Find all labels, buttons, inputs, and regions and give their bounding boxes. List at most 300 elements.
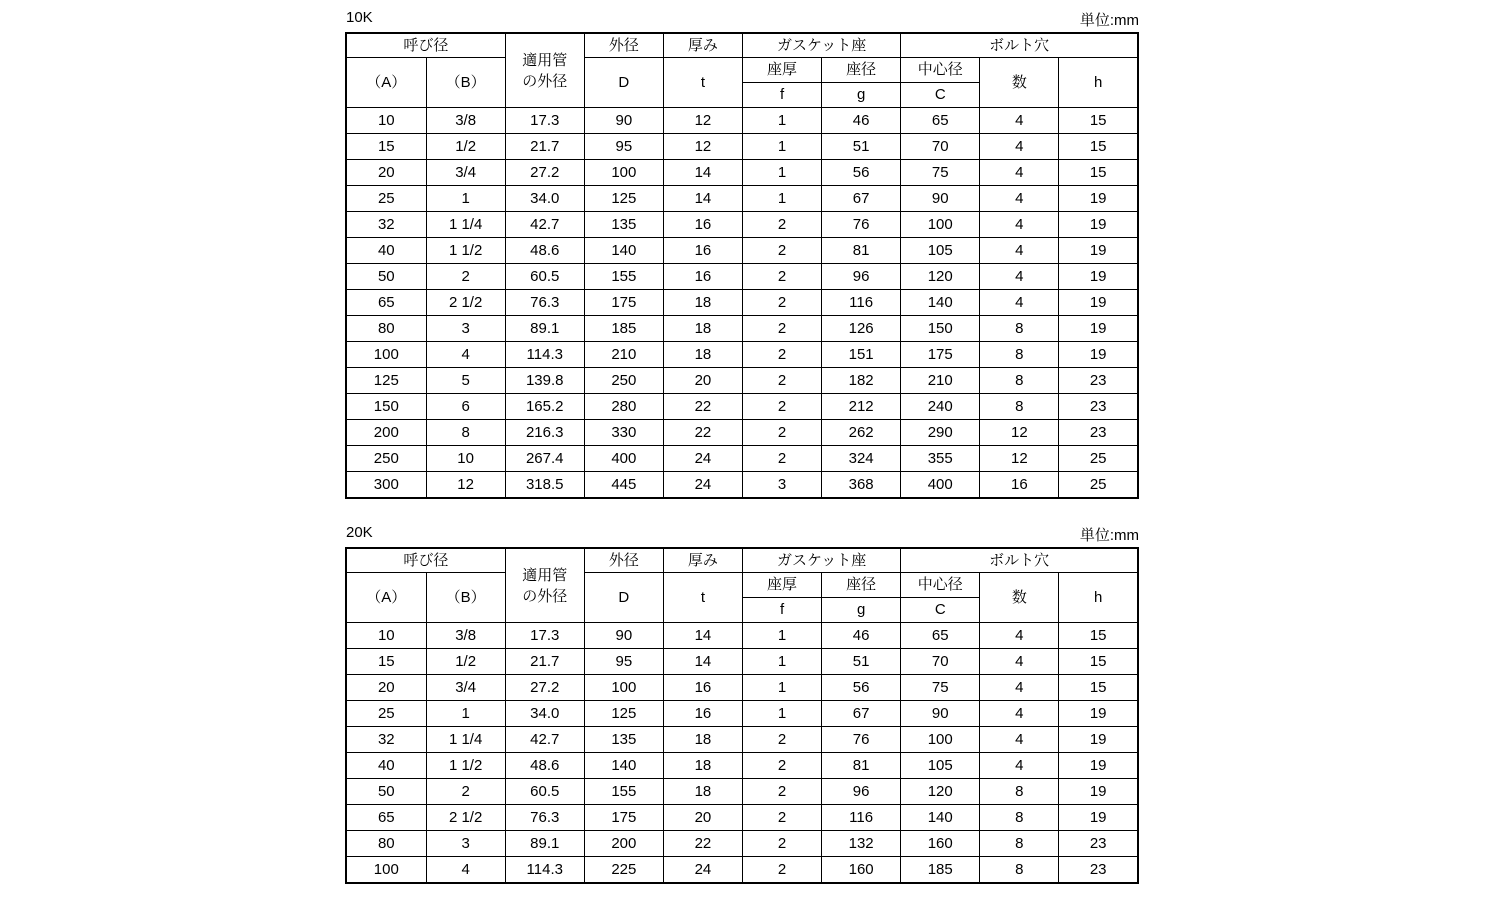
cell-seat-thickness: 2: [742, 238, 821, 264]
cell-size-b: 1/2: [426, 134, 505, 160]
cell-size-a: 32: [346, 727, 426, 753]
cell-bolt-count: 4: [980, 753, 1059, 779]
cell-bolt-count: 8: [980, 857, 1059, 884]
cell-bolt-count: 8: [980, 394, 1059, 420]
header-pipe-od: [505, 548, 584, 623]
cell-center-diameter: 290: [901, 420, 980, 446]
cell-seat-thickness: 1: [742, 675, 821, 701]
cell-pipe-od: 60.5: [505, 264, 584, 290]
cell-thickness: 14: [663, 649, 742, 675]
cell-size-a: 25: [346, 186, 426, 212]
cell-thickness: 20: [663, 805, 742, 831]
cell-seat-diameter: 46: [822, 108, 901, 134]
cell-hole-diameter: 15: [1059, 134, 1138, 160]
table-row: [346, 727, 1138, 753]
cell-bolt-count: 8: [980, 316, 1059, 342]
cell-center-diameter: 105: [901, 753, 980, 779]
cell-size-a: 32: [346, 212, 426, 238]
header-col-b: （B）: [426, 573, 505, 623]
cell-bolt-count: 4: [980, 264, 1059, 290]
cell-pipe-od: 267.4: [505, 446, 584, 472]
cell-center-diameter: 185: [901, 857, 980, 884]
header-seat-diameter-symbol: g: [822, 83, 901, 108]
cell-thickness: 18: [663, 753, 742, 779]
cell-outer-diameter: 90: [584, 108, 663, 134]
header-seat-diameter: 座径: [822, 58, 901, 83]
cell-thickness: 16: [663, 212, 742, 238]
cell-center-diameter: 75: [901, 160, 980, 186]
cell-hole-diameter: 25: [1059, 446, 1138, 472]
header-pipe-od-line1: 適用管: [522, 566, 568, 584]
cell-hole-diameter: 19: [1059, 342, 1138, 368]
cell-size-b: 10: [426, 446, 505, 472]
cell-seat-thickness: 2: [742, 394, 821, 420]
header-nominal-size: 呼び径: [346, 548, 505, 573]
cell-hole-diameter: 19: [1059, 779, 1138, 805]
cell-pipe-od: 60.5: [505, 779, 584, 805]
table-row: [346, 753, 1138, 779]
cell-seat-diameter: 182: [822, 368, 901, 394]
cell-seat-thickness: 1: [742, 623, 821, 649]
cell-pipe-od: 34.0: [505, 701, 584, 727]
header-col-a: （A）: [346, 58, 426, 108]
cell-pipe-od: 89.1: [505, 316, 584, 342]
cell-seat-thickness: 2: [742, 420, 821, 446]
cell-seat-thickness: 2: [742, 857, 821, 884]
cell-size-a: 20: [346, 675, 426, 701]
cell-center-diameter: 75: [901, 675, 980, 701]
cell-size-b: 3: [426, 831, 505, 857]
cell-center-diameter: 400: [901, 472, 980, 499]
flange-spec-20k: [345, 523, 1139, 884]
table-row: [346, 649, 1138, 675]
cell-thickness: 22: [663, 420, 742, 446]
header-count: 数: [980, 573, 1059, 623]
header-pipe-od-line1: 適用管: [522, 51, 568, 69]
header-pipe-od-line2: の外径: [522, 587, 568, 605]
table-row: [346, 675, 1138, 701]
cell-outer-diameter: 225: [584, 857, 663, 884]
cell-size-b: 4: [426, 342, 505, 368]
cell-center-diameter: 355: [901, 446, 980, 472]
cell-thickness: 16: [663, 238, 742, 264]
header-seat-thickness: 座厚: [742, 573, 821, 598]
cell-size-b: 1 1/4: [426, 212, 505, 238]
cell-center-diameter: 100: [901, 212, 980, 238]
cell-seat-diameter: 160: [822, 857, 901, 884]
cell-seat-diameter: 262: [822, 420, 901, 446]
cell-seat-thickness: 2: [742, 290, 821, 316]
cell-pipe-od: 89.1: [505, 831, 584, 857]
cell-outer-diameter: 95: [584, 134, 663, 160]
cell-pipe-od: 27.2: [505, 675, 584, 701]
cell-outer-diameter: 210: [584, 342, 663, 368]
header-seat-thickness: 座厚: [742, 58, 821, 83]
cell-outer-diameter: 100: [584, 675, 663, 701]
table-caption: [345, 8, 1139, 32]
cell-bolt-count: 4: [980, 108, 1059, 134]
cell-outer-diameter: 250: [584, 368, 663, 394]
cell-size-b: 3/4: [426, 160, 505, 186]
cell-seat-diameter: 116: [822, 805, 901, 831]
cell-size-b: 12: [426, 472, 505, 499]
cell-size-a: 50: [346, 779, 426, 805]
header-outer-diameter: 外径: [584, 548, 663, 573]
header-center-diameter-symbol: C: [901, 598, 980, 623]
header-outer-diameter-symbol: D: [584, 58, 663, 108]
cell-hole-diameter: 19: [1059, 727, 1138, 753]
table-row: [346, 212, 1138, 238]
table-row: [346, 342, 1138, 368]
cell-outer-diameter: 140: [584, 753, 663, 779]
table-row: [346, 701, 1138, 727]
cell-thickness: 22: [663, 831, 742, 857]
flange-spec-10k: [345, 8, 1139, 499]
cell-size-b: 1 1/2: [426, 753, 505, 779]
cell-pipe-od: 34.0: [505, 186, 584, 212]
cell-size-a: 100: [346, 857, 426, 884]
cell-thickness: 14: [663, 160, 742, 186]
cell-seat-thickness: 1: [742, 134, 821, 160]
cell-seat-diameter: 96: [822, 264, 901, 290]
table-row: [346, 134, 1138, 160]
cell-bolt-count: 4: [980, 727, 1059, 753]
cell-center-diameter: 90: [901, 186, 980, 212]
cell-hole-diameter: 19: [1059, 316, 1138, 342]
header-gasket-seat: ガスケット座: [742, 548, 900, 573]
header-count: 数: [980, 58, 1059, 108]
cell-pipe-od: 21.7: [505, 134, 584, 160]
cell-bolt-count: 4: [980, 649, 1059, 675]
cell-size-a: 40: [346, 238, 426, 264]
cell-size-a: 15: [346, 134, 426, 160]
cell-outer-diameter: 125: [584, 186, 663, 212]
cell-pipe-od: 17.3: [505, 108, 584, 134]
header-outer-diameter-symbol: D: [584, 573, 663, 623]
cell-pipe-od: 42.7: [505, 727, 584, 753]
cell-seat-diameter: 96: [822, 779, 901, 805]
cell-seat-diameter: 76: [822, 727, 901, 753]
header-center-diameter: 中心径: [901, 573, 980, 598]
header-center-diameter: 中心径: [901, 58, 980, 83]
cell-size-b: 6: [426, 394, 505, 420]
cell-hole-diameter: 19: [1059, 753, 1138, 779]
cell-outer-diameter: 100: [584, 160, 663, 186]
cell-center-diameter: 90: [901, 701, 980, 727]
cell-center-diameter: 70: [901, 134, 980, 160]
cell-size-a: 40: [346, 753, 426, 779]
cell-seat-diameter: 67: [822, 701, 901, 727]
cell-size-a: 250: [346, 446, 426, 472]
cell-center-diameter: 210: [901, 368, 980, 394]
table-caption: [345, 523, 1139, 547]
cell-outer-diameter: 280: [584, 394, 663, 420]
cell-pipe-od: 114.3: [505, 857, 584, 884]
cell-seat-diameter: 132: [822, 831, 901, 857]
cell-thickness: 16: [663, 264, 742, 290]
cell-thickness: 16: [663, 675, 742, 701]
cell-bolt-count: 8: [980, 779, 1059, 805]
cell-outer-diameter: 175: [584, 290, 663, 316]
cell-hole-diameter: 15: [1059, 675, 1138, 701]
cell-seat-thickness: 1: [742, 649, 821, 675]
cell-size-b: 3: [426, 316, 505, 342]
cell-size-a: 300: [346, 472, 426, 499]
cell-hole-diameter: 19: [1059, 212, 1138, 238]
cell-size-a: 200: [346, 420, 426, 446]
cell-hole-diameter: 19: [1059, 186, 1138, 212]
cell-bolt-count: 8: [980, 831, 1059, 857]
cell-seat-thickness: 2: [742, 753, 821, 779]
cell-hole-diameter: 15: [1059, 649, 1138, 675]
cell-thickness: 22: [663, 394, 742, 420]
table-row: [346, 394, 1138, 420]
cell-seat-diameter: 324: [822, 446, 901, 472]
cell-thickness: 24: [663, 446, 742, 472]
table-row: [346, 290, 1138, 316]
cell-bolt-count: 4: [980, 290, 1059, 316]
cell-pipe-od: 76.3: [505, 290, 584, 316]
cell-size-a: 20: [346, 160, 426, 186]
cell-bolt-count: 12: [980, 420, 1059, 446]
cell-seat-thickness: 1: [742, 160, 821, 186]
cell-size-b: 2 1/2: [426, 805, 505, 831]
cell-thickness: 24: [663, 857, 742, 884]
cell-pipe-od: 165.2: [505, 394, 584, 420]
cell-size-a: 80: [346, 316, 426, 342]
cell-hole-diameter: 25: [1059, 472, 1138, 499]
table-row: [346, 420, 1138, 446]
cell-thickness: 14: [663, 186, 742, 212]
header-thickness: 厚み: [663, 548, 742, 573]
cell-seat-thickness: 1: [742, 108, 821, 134]
cell-pipe-od: 48.6: [505, 753, 584, 779]
cell-size-b: 4: [426, 857, 505, 884]
cell-outer-diameter: 125: [584, 701, 663, 727]
cell-size-b: 2 1/2: [426, 290, 505, 316]
header-seat-thickness-symbol: f: [742, 598, 821, 623]
header-thickness-symbol: t: [663, 58, 742, 108]
cell-thickness: 20: [663, 368, 742, 394]
cell-seat-diameter: 51: [822, 134, 901, 160]
cell-bolt-count: 4: [980, 623, 1059, 649]
cell-bolt-count: 4: [980, 701, 1059, 727]
table-row: [346, 108, 1138, 134]
cell-center-diameter: 150: [901, 316, 980, 342]
cell-seat-thickness: 2: [742, 264, 821, 290]
cell-outer-diameter: 155: [584, 264, 663, 290]
cell-hole-diameter: 23: [1059, 831, 1138, 857]
cell-thickness: 18: [663, 779, 742, 805]
cell-outer-diameter: 155: [584, 779, 663, 805]
cell-pipe-od: 48.6: [505, 238, 584, 264]
cell-hole-diameter: 19: [1059, 805, 1138, 831]
cell-seat-diameter: 212: [822, 394, 901, 420]
cell-pipe-od: 318.5: [505, 472, 584, 499]
header-outer-diameter: 外径: [584, 33, 663, 58]
header-hole-diameter-symbol: h: [1059, 573, 1138, 623]
header-bolt-hole: ボルト穴: [901, 33, 1138, 58]
header-gasket-seat: ガスケット座: [742, 33, 900, 58]
cell-seat-diameter: 81: [822, 238, 901, 264]
cell-center-diameter: 140: [901, 805, 980, 831]
grade-label: 20K: [346, 524, 373, 541]
cell-pipe-od: 216.3: [505, 420, 584, 446]
cell-seat-thickness: 2: [742, 727, 821, 753]
cell-center-diameter: 120: [901, 779, 980, 805]
cell-pipe-od: 42.7: [505, 212, 584, 238]
cell-bolt-count: 16: [980, 472, 1059, 499]
cell-center-diameter: 70: [901, 649, 980, 675]
cell-seat-thickness: 1: [742, 186, 821, 212]
cell-hole-diameter: 15: [1059, 160, 1138, 186]
cell-size-b: 8: [426, 420, 505, 446]
cell-size-b: 1 1/2: [426, 238, 505, 264]
cell-outer-diameter: 140: [584, 238, 663, 264]
cell-bolt-count: 4: [980, 134, 1059, 160]
cell-hole-diameter: 15: [1059, 623, 1138, 649]
cell-seat-diameter: 116: [822, 290, 901, 316]
cell-center-diameter: 105: [901, 238, 980, 264]
table-row: [346, 368, 1138, 394]
cell-seat-thickness: 2: [742, 342, 821, 368]
cell-center-diameter: 240: [901, 394, 980, 420]
cell-bolt-count: 4: [980, 675, 1059, 701]
cell-thickness: 16: [663, 701, 742, 727]
cell-seat-diameter: 81: [822, 753, 901, 779]
grade-label: 10K: [346, 9, 373, 26]
cell-size-a: 10: [346, 623, 426, 649]
cell-size-a: 150: [346, 394, 426, 420]
cell-seat-diameter: 51: [822, 649, 901, 675]
header-pipe-od-line2: の外径: [522, 72, 568, 90]
cell-bolt-count: 4: [980, 238, 1059, 264]
table-row: [346, 857, 1138, 884]
cell-center-diameter: 160: [901, 831, 980, 857]
cell-seat-diameter: 368: [822, 472, 901, 499]
cell-pipe-od: 17.3: [505, 623, 584, 649]
cell-center-diameter: 120: [901, 264, 980, 290]
cell-size-a: 65: [346, 805, 426, 831]
cell-seat-thickness: 2: [742, 368, 821, 394]
cell-size-a: 125: [346, 368, 426, 394]
cell-seat-thickness: 2: [742, 446, 821, 472]
cell-pipe-od: 114.3: [505, 342, 584, 368]
header-thickness-symbol: t: [663, 573, 742, 623]
cell-size-b: 5: [426, 368, 505, 394]
cell-bolt-count: 4: [980, 186, 1059, 212]
cell-bolt-count: 8: [980, 342, 1059, 368]
header-seat-thickness-symbol: f: [742, 83, 821, 108]
table-body: [346, 108, 1138, 499]
table-body: [346, 623, 1138, 884]
cell-thickness: 12: [663, 134, 742, 160]
cell-seat-diameter: 76: [822, 212, 901, 238]
cell-size-a: 100: [346, 342, 426, 368]
cell-outer-diameter: 185: [584, 316, 663, 342]
cell-bolt-count: 12: [980, 446, 1059, 472]
cell-size-b: 3/8: [426, 623, 505, 649]
cell-thickness: 24: [663, 472, 742, 499]
cell-seat-diameter: 46: [822, 623, 901, 649]
cell-center-diameter: 140: [901, 290, 980, 316]
cell-outer-diameter: 90: [584, 623, 663, 649]
cell-outer-diameter: 95: [584, 649, 663, 675]
cell-center-diameter: 65: [901, 623, 980, 649]
cell-bolt-count: 8: [980, 805, 1059, 831]
cell-outer-diameter: 200: [584, 831, 663, 857]
table-row: [346, 805, 1138, 831]
cell-outer-diameter: 175: [584, 805, 663, 831]
cell-seat-diameter: 67: [822, 186, 901, 212]
cell-thickness: 18: [663, 316, 742, 342]
cell-hole-diameter: 23: [1059, 857, 1138, 884]
cell-pipe-od: 76.3: [505, 805, 584, 831]
cell-seat-thickness: 2: [742, 831, 821, 857]
cell-bolt-count: 4: [980, 160, 1059, 186]
cell-thickness: 12: [663, 108, 742, 134]
cell-seat-thickness: 3: [742, 472, 821, 499]
header-seat-diameter-symbol: g: [822, 598, 901, 623]
table-row: [346, 160, 1138, 186]
unit-label: 単位:mm: [1079, 527, 1139, 544]
cell-seat-thickness: 1: [742, 701, 821, 727]
cell-size-a: 65: [346, 290, 426, 316]
cell-center-diameter: 100: [901, 727, 980, 753]
cell-size-b: 3/8: [426, 108, 505, 134]
cell-bolt-count: 8: [980, 368, 1059, 394]
table-row: [346, 264, 1138, 290]
cell-outer-diameter: 135: [584, 727, 663, 753]
cell-hole-diameter: 15: [1059, 108, 1138, 134]
cell-hole-diameter: 23: [1059, 394, 1138, 420]
cell-size-b: 1/2: [426, 649, 505, 675]
spec-table: [345, 32, 1139, 499]
cell-outer-diameter: 445: [584, 472, 663, 499]
cell-pipe-od: 139.8: [505, 368, 584, 394]
cell-bolt-count: 4: [980, 212, 1059, 238]
cell-seat-thickness: 2: [742, 316, 821, 342]
header-seat-diameter: 座径: [822, 573, 901, 598]
table-row: [346, 238, 1138, 264]
cell-hole-diameter: 19: [1059, 238, 1138, 264]
cell-thickness: 18: [663, 290, 742, 316]
cell-size-b: 2: [426, 779, 505, 805]
header-nominal-size: 呼び径: [346, 33, 505, 58]
cell-thickness: 14: [663, 623, 742, 649]
spec-table: [345, 547, 1139, 884]
header-col-a: （A）: [346, 573, 426, 623]
cell-seat-thickness: 2: [742, 779, 821, 805]
cell-seat-diameter: 56: [822, 675, 901, 701]
cell-size-a: 50: [346, 264, 426, 290]
cell-seat-thickness: 2: [742, 805, 821, 831]
cell-center-diameter: 175: [901, 342, 980, 368]
table-row: [346, 186, 1138, 212]
cell-outer-diameter: 330: [584, 420, 663, 446]
cell-size-b: 2: [426, 264, 505, 290]
cell-center-diameter: 65: [901, 108, 980, 134]
cell-seat-thickness: 2: [742, 212, 821, 238]
cell-pipe-od: 27.2: [505, 160, 584, 186]
cell-size-b: 1: [426, 186, 505, 212]
table-row: [346, 472, 1138, 499]
table-row: [346, 446, 1138, 472]
cell-hole-diameter: 23: [1059, 420, 1138, 446]
cell-seat-diameter: 126: [822, 316, 901, 342]
cell-size-a: 25: [346, 701, 426, 727]
cell-hole-diameter: 23: [1059, 368, 1138, 394]
